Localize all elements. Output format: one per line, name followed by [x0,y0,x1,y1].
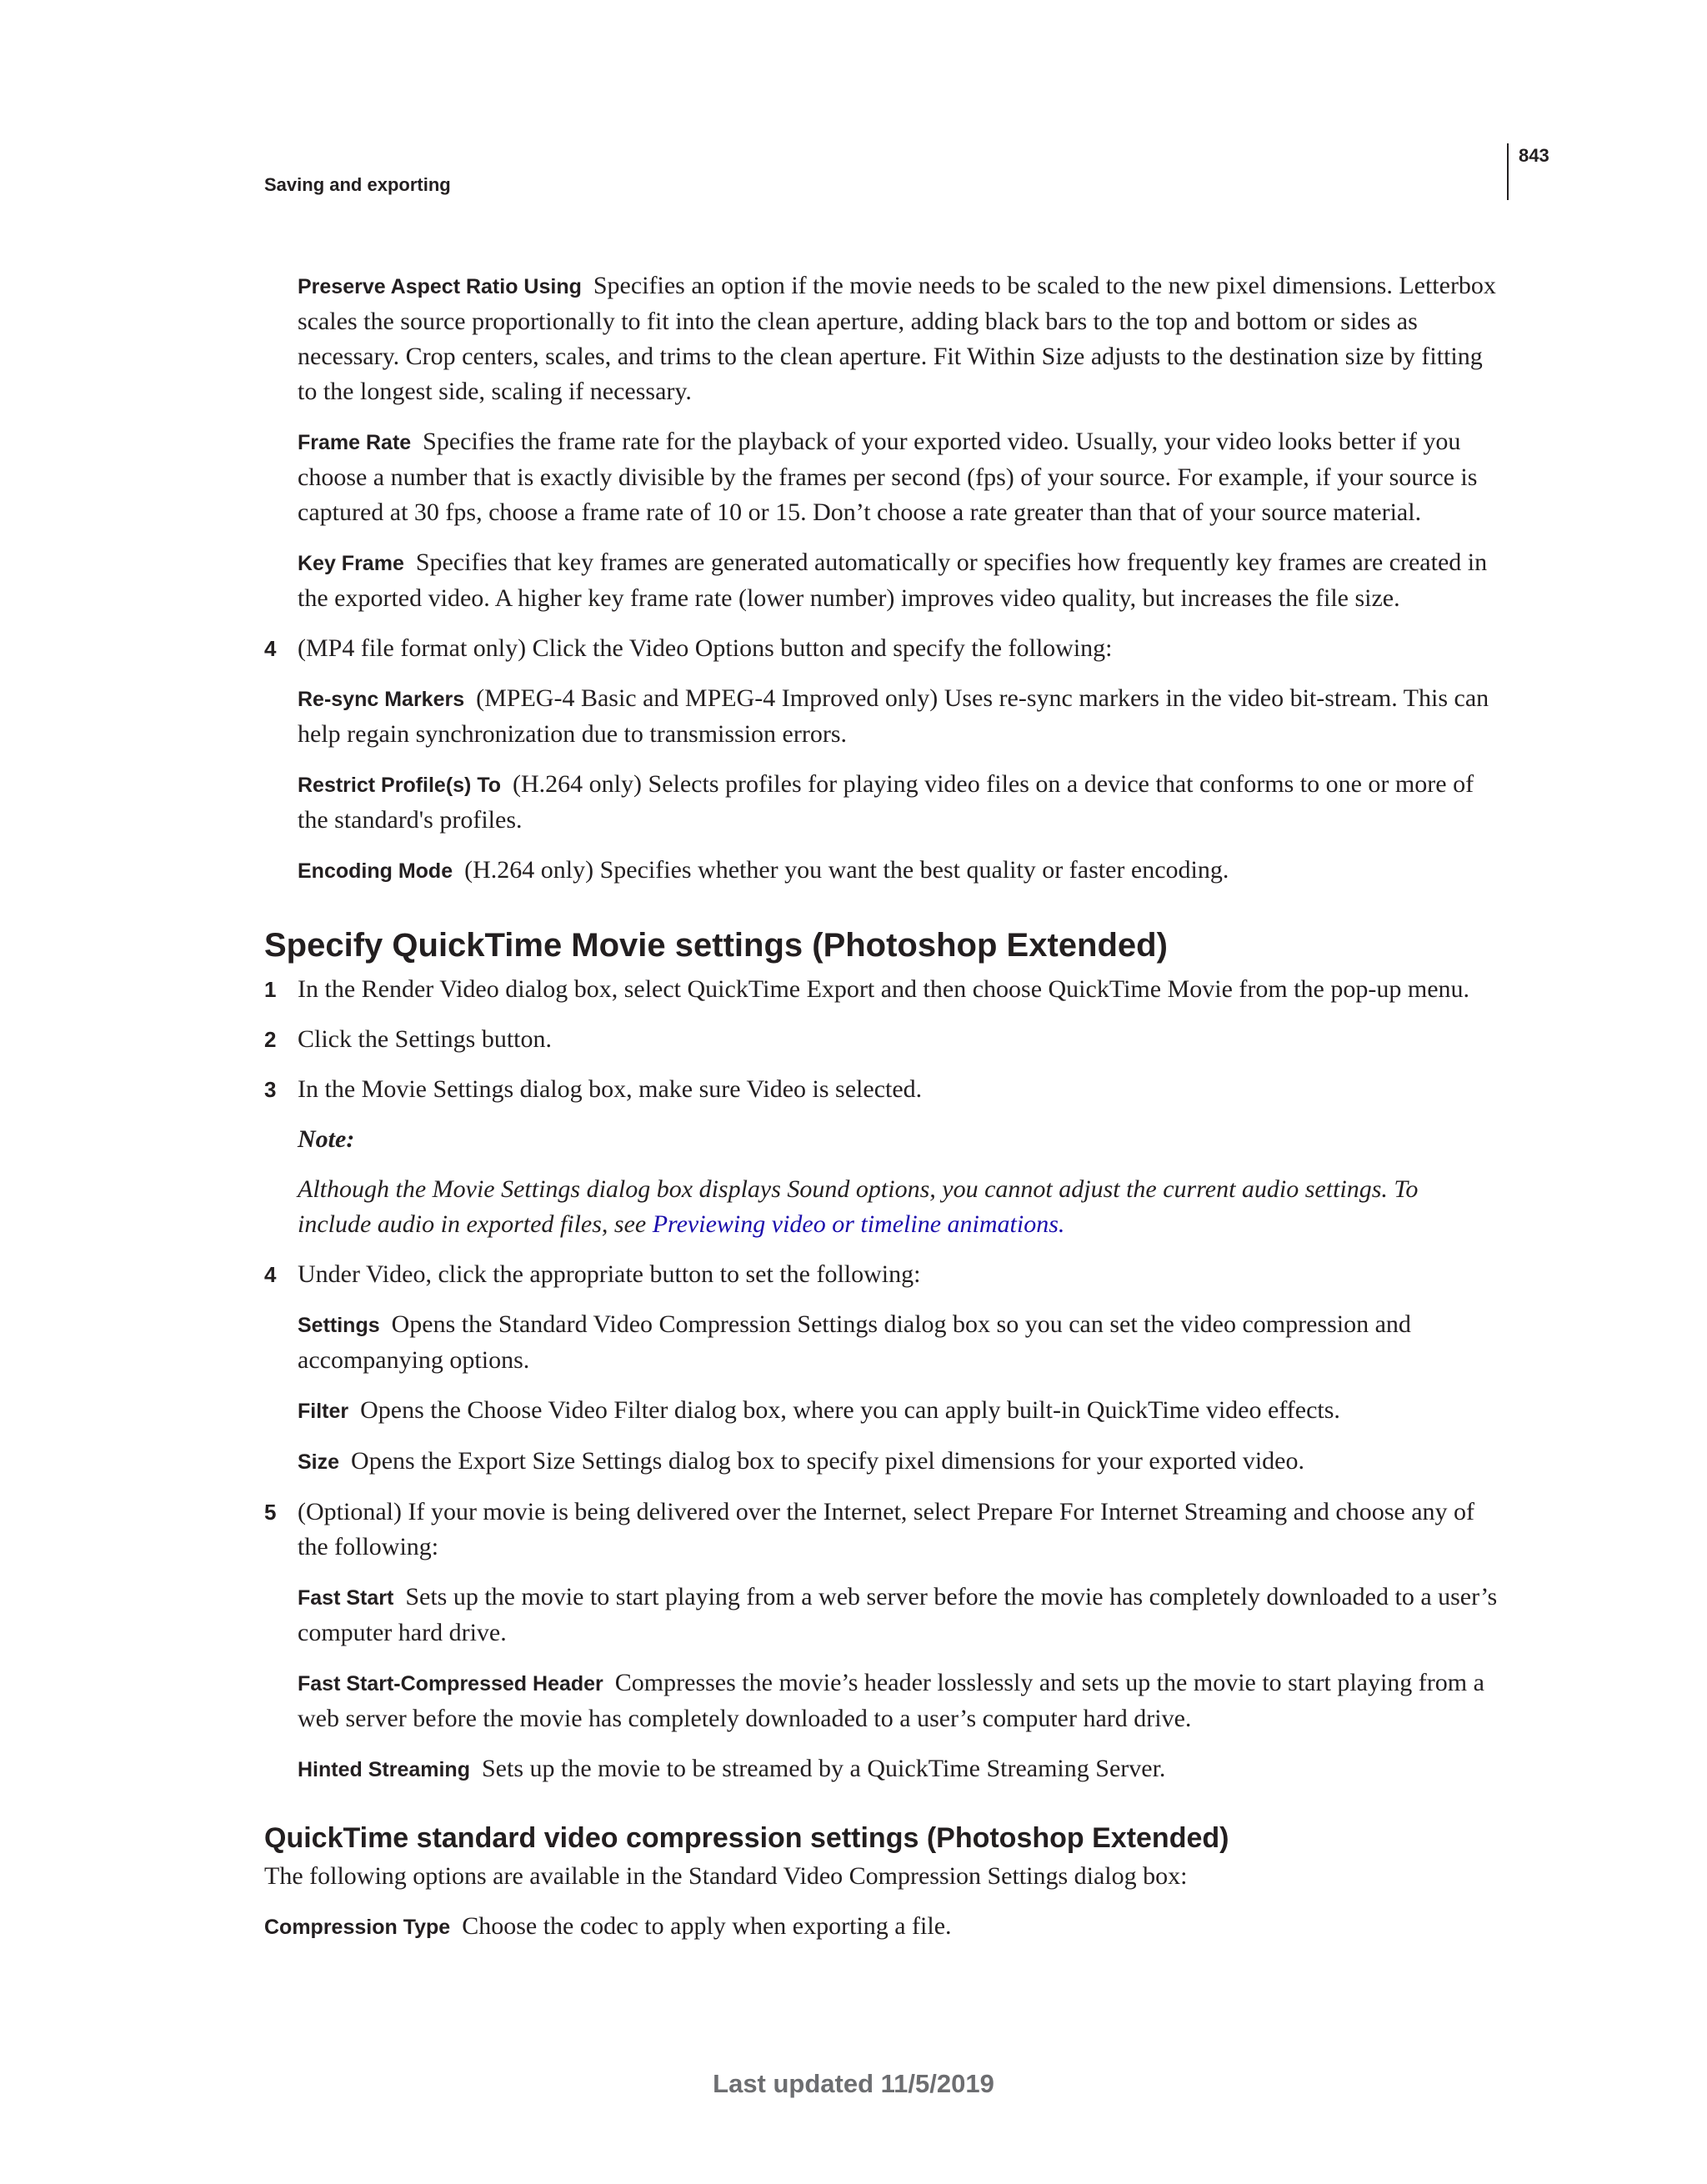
step-number: 4 [264,1262,277,1287]
definition-size [298,1444,1498,1480]
definition-term: Size [298,1450,340,1474]
definition-term: Hinted Streaming [298,1758,470,1781]
definition-frame-rate [298,424,1498,530]
definition-fast-start-compressed [298,1666,1498,1736]
definition-text: Opens the Standard Video Compression Settings dialog box so you can set the video compression and accompanying options. [298,1310,1411,1374]
definition-text: Specifies an option if the movie needs to be scaled to the new pixel dimensions. Letterbox scales the source proportionally to fit into the clean aperture, adding black bars to the top and bottom or sides as necessary. Crop centers, scales, and trims to the clean aperture. Fit Within Size adjusts to the destination size by fitting to the longest side, scaling if necessary. [298,272,1496,405]
definition-term: Restrict Profile(s) To [298,774,502,797]
definition-text: (H.264 only) Selects profiles for playing video files on a device that conforms to one or more of the standard's profiles. [298,770,1474,834]
definition-text: Opens the Choose Video Filter dialog box, where you can apply built-in QuickTime video effects. [360,1396,1340,1424]
definition-text: (H.264 only) Specifies whether you want the best quality or faster encoding. [464,856,1229,884]
section-heading-compression-settings: QuickTime standard video compression settings (Photoshop Extended) [264,1822,1229,1854]
definition-term: Settings [298,1314,380,1337]
step-text: Click the Settings button. [298,1025,552,1053]
step-4-video [264,1257,1498,1292]
definition-text: Choose the codec to apply when exporting a file. [462,1912,952,1940]
note-end: . [1058,1210,1065,1238]
page-number: 843 [1519,145,1549,166]
running-header: Saving and exporting [264,174,451,195]
definition-term: Re-sync Markers [298,688,465,711]
step-1 [264,972,1498,1007]
definition-fast-start [298,1580,1498,1651]
definition-term: Preserve Aspect Ratio Using [298,275,582,298]
step-number: 4 [264,636,277,661]
step-text: In the Render Video dialog box, select QuickTime Export and then choose QuickTime Movie from the pop-up menu. [298,975,1470,1003]
step-text: In the Movie Settings dialog box, make sure Video is selected. [298,1075,923,1103]
step-number: 2 [264,1027,277,1052]
step-text: (MP4 file format only) Click the Video Options button and specify the following: [298,634,1113,662]
step-number: 5 [264,1500,277,1525]
step-number: 3 [264,1077,277,1102]
definition-term: Compression Type [264,1916,451,1939]
definition-preserve-aspect-ratio [298,268,1498,409]
section-intro: The following options are available in the Standard Video Compression Settings dialog box: [264,1862,1188,1890]
definition-resync-markers [298,681,1498,752]
header-rule [1507,143,1509,200]
definition-term: Fast Start-Compressed Header [298,1672,603,1696]
step-2 [264,1022,1498,1057]
step-text: Under Video, click the appropriate button to set the following: [298,1260,921,1288]
definition-text: (MPEG-4 Basic and MPEG-4 Improved only) Uses re-sync markers in the video bit-stream. This can help regain synchronization due to transmission errors. [298,684,1489,748]
note-body [298,1172,1498,1242]
definition-compression-type [264,1909,1498,1945]
definition-filter [298,1393,1498,1429]
previewing-video-link[interactable]: Previewing video or timeline animations [652,1210,1059,1238]
definition-hinted-streaming [298,1751,1498,1787]
definition-encoding-mode [298,853,1498,889]
definition-text: Specifies that key frames are generated automatically or specifies how frequently key frames are created in the exported video. A higher key frame rate (lower number) improves video quality, but increases the file size. [298,549,1488,612]
definition-text: Compresses the movie’s header losslessly and sets up the movie to start playing from a web server before the movie has completely downloaded to a user’s computer hard drive. [298,1669,1484,1732]
note-text: Although the Movie Settings dialog box displays Sound options, you cannot adjust the current audio settings. To include audio in exported files, see [298,1175,1419,1238]
definition-term: Fast Start [298,1586,394,1610]
definition-text: Sets up the movie to be streamed by a QuickTime Streaming Server. [481,1755,1166,1782]
note-label [298,1122,1498,1157]
definition-term: Frame Rate [298,431,412,454]
section-heading-quicktime-movie: Specify QuickTime Movie settings (Photoshop Extended) [264,927,1168,964]
footer-last-updated: Last updated 11/5/2019 [713,2069,994,2098]
page-content [264,268,1498,1960]
definition-key-frame [298,545,1498,616]
definition-restrict-profiles [298,767,1498,838]
definition-term: Filter [298,1400,349,1423]
step-number: 1 [264,977,277,1002]
step-text: (Optional) If your movie is being delivered over the Internet, select Prepare For Internet Streaming and choose any of the following: [298,1498,1475,1560]
step-3 [264,1072,1498,1107]
definition-settings [298,1307,1498,1378]
step-5 [264,1495,1498,1565]
note-label-text: Note: [298,1125,355,1153]
definition-term: Key Frame [298,552,404,575]
definition-text: Sets up the movie to start playing from a web server before the movie has completely downloaded to a user’s computer hard drive. [298,1583,1498,1646]
definition-text: Specifies the frame rate for the playback of your exported video. Usually, your video looks better if you choose a number that is exactly divisible by the frames per second (fps) of your source. For example, if your source is captured at 30 fps, choose a frame rate of 10 or 15. Don’t choose a rate greater than that of your source material. [298,428,1478,526]
definition-term: Encoding Mode [298,859,453,883]
definition-text: Opens the Export Size Settings dialog box to specify pixel dimensions for your exported video. [351,1447,1305,1475]
step-4-mp4 [264,631,1498,666]
